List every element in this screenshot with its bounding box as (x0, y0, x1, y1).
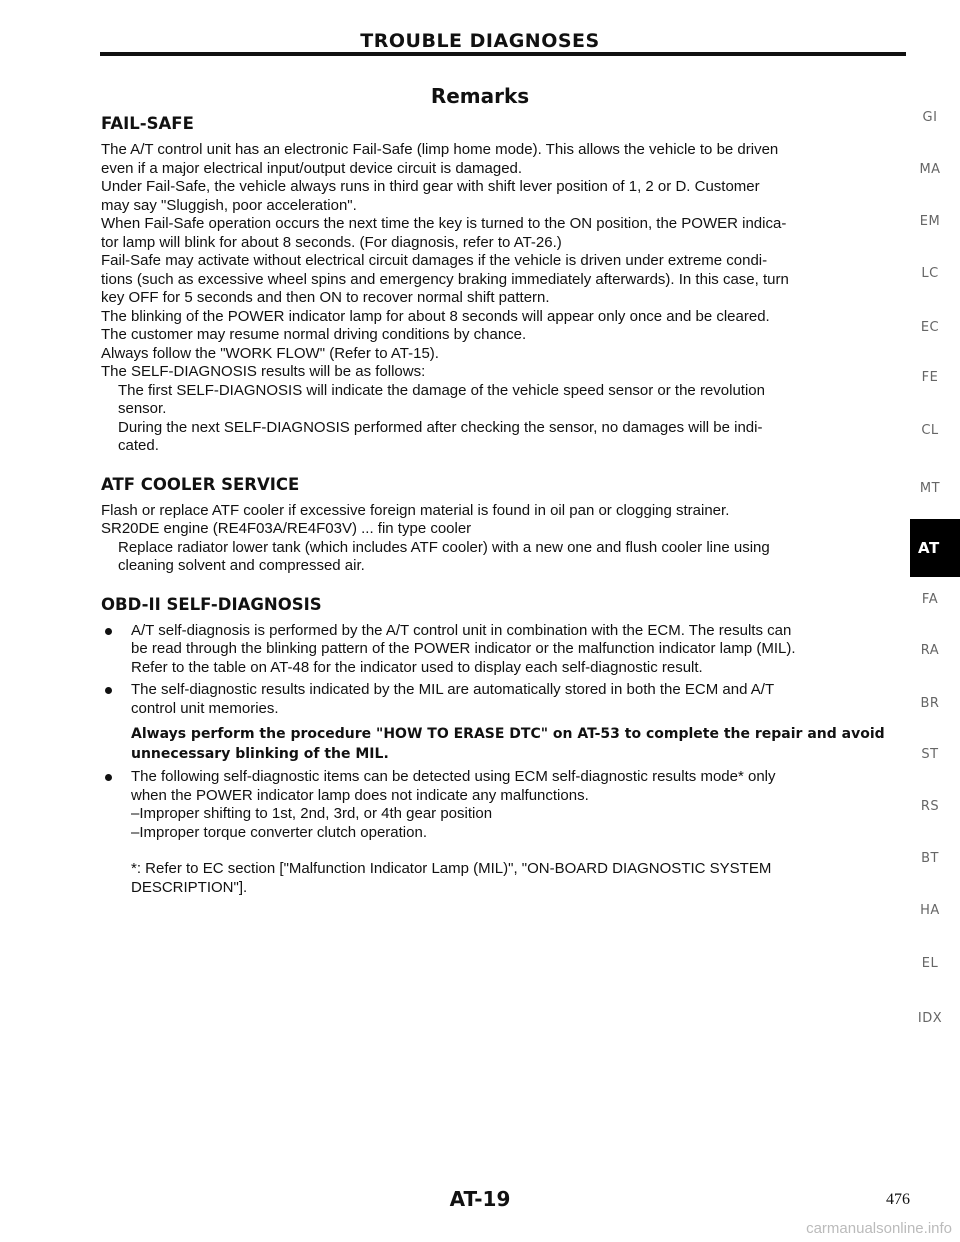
section-title: Remarks (430, 84, 530, 108)
heading-fail-safe: FAIL-SAFE (101, 114, 194, 133)
index-tab-bt[interactable]: BT (921, 851, 939, 866)
indented-line: During the next SELF-DIAGNOSIS performed after checking the sensor, no damages will be indi- (118, 418, 763, 436)
header-rule (100, 52, 906, 56)
paragraph-line: key OFF for 5 seconds and then ON to recover normal shift pattern. (101, 289, 550, 306)
index-tab-ec[interactable]: EC (920, 320, 940, 335)
bullet-line: –Improper torque converter clutch operation. (131, 823, 427, 841)
bullet-line: control unit memories. (131, 699, 279, 717)
index-tab-br[interactable]: BR (920, 696, 940, 711)
page-code: AT-19 (449, 1187, 511, 1211)
index-tab-lc[interactable]: LC (921, 266, 939, 281)
index-tab-at-active[interactable]: AT (910, 519, 960, 577)
page-number: 476 (886, 1191, 910, 1208)
indented-line: cated. (118, 437, 159, 454)
watermark: carmanualsonline.info (806, 1220, 952, 1237)
index-tab-em[interactable]: EM (919, 214, 941, 229)
bullet-line: The self-diagnostic results indicated by the MIL are automatically stored in both the ECM and A/T (131, 681, 775, 698)
index-tab-ra[interactable]: RA (920, 643, 940, 658)
paragraph-line: even if a major electrical input/output device circuit is damaged. (101, 159, 523, 177)
paragraph-line: Flash or replace ATF cooler if excessive foreign material is found in oil pan or clogging strainer. (101, 501, 730, 519)
paragraph-line: The A/T control unit has an electronic Fail-Safe (limp home mode). This allows the vehicle to be driven (101, 141, 779, 158)
index-tab-ma[interactable]: MA (919, 162, 941, 177)
bullet-line: be read through the blinking pattern of the POWER indicator or the malfunction indicator lamp (MIL). (131, 640, 796, 657)
main-content (101, 113, 911, 897)
index-tab-rs[interactable]: RS (920, 799, 940, 814)
footnote (101, 860, 911, 897)
paragraph-line: The customer may resume normal driving conditions by chance. (101, 326, 527, 343)
bold-note-line: Always perform the procedure "HOW TO ERASE DTC" on AT-53 to complete the repair and avoid (131, 726, 885, 742)
index-tab-ha[interactable]: HA (920, 903, 940, 918)
footnote-line: DESCRIPTION"]. (131, 878, 248, 896)
paragraph-line: Always follow the "WORK FLOW" (Refer to AT-15). (101, 344, 439, 362)
bullet-item (101, 681, 911, 718)
index-tab-fe[interactable]: FE (921, 370, 939, 385)
index-tab-mt[interactable]: MT (919, 481, 941, 496)
paragraph-line: Under Fail-Safe, the vehicle always runs in third gear with shift lever position of 1, 2 or D. Customer (101, 178, 760, 195)
paragraph-line: tor lamp will blink for about 8 seconds. (For diagnosis, refer to AT-26.) (101, 233, 562, 251)
index-tab-st[interactable]: ST (921, 747, 939, 762)
paragraph-line: tions (such as excessive wheel spins and emergency braking immediately afterwards). In this case, turn (101, 270, 789, 288)
index-tab-fa[interactable]: FA (921, 592, 939, 607)
bullet-line: –Improper shifting to 1st, 2nd, 3rd, or 4th gear position (131, 805, 493, 822)
bullet-line: The following self-diagnostic items can be detected using ECM self-diagnostic results mode* only (131, 768, 776, 785)
bullet-line: Refer to the table on AT-48 for the indicator used to display each self-diagnostic result. (131, 658, 703, 676)
index-tab-idx[interactable]: IDX (917, 1011, 943, 1026)
heading-obd: OBD-II SELF-DIAGNOSIS (101, 594, 322, 614)
indented-line: Replace radiator lower tank (which includes ATF cooler) with a new one and flush cooler line using (118, 538, 770, 556)
index-tab-cl[interactable]: CL (921, 423, 939, 438)
footnote-line: *: Refer to EC section ["Malfunction Indicator Lamp (MIL)", "ON-BOARD DIAGNOSTIC SYSTEM (131, 860, 772, 877)
index-tab-el[interactable]: EL (921, 956, 939, 971)
paragraph-line: The blinking of the POWER indicator lamp for about 8 seconds will appear only once and be cleared. (101, 307, 770, 325)
bullet-line: A/T self-diagnosis is performed by the A/T control unit in combination with the ECM. The results can (131, 621, 792, 639)
bold-note-line: unnecessary blinking of the MIL. (131, 746, 389, 762)
paragraph-line: may say "Sluggish, poor acceleration". (101, 196, 357, 214)
bullet-line: when the POWER indicator lamp does not indicate any malfunctions. (131, 786, 589, 804)
paragraph-line: SR20DE engine (RE4F03A/RE4F03V) ... fin type cooler (101, 520, 472, 537)
index-tab-gi[interactable]: GI (922, 110, 938, 125)
heading-atf-cooler: ATF COOLER SERVICE (101, 474, 300, 494)
bullet-item (101, 768, 911, 842)
paragraph-line: Fail-Safe may activate without electrical circuit damages if the vehicle is driven under extreme condi- (101, 252, 768, 269)
indented-line: cleaning solvent and compressed air. (118, 557, 365, 574)
page-header: TROUBLE DIAGNOSES (360, 30, 600, 52)
indented-line: sensor. (118, 400, 167, 417)
paragraph-line: The SELF-DIAGNOSIS results will be as follows: (101, 363, 426, 380)
bold-note (101, 724, 911, 764)
bullet-item (101, 622, 911, 678)
indented-line: The first SELF-DIAGNOSIS will indicate the damage of the vehicle speed sensor or the revolution (118, 381, 765, 399)
paragraph-line: When Fail-Safe operation occurs the next time the key is turned to the ON position, the POWER indica- (101, 215, 787, 232)
